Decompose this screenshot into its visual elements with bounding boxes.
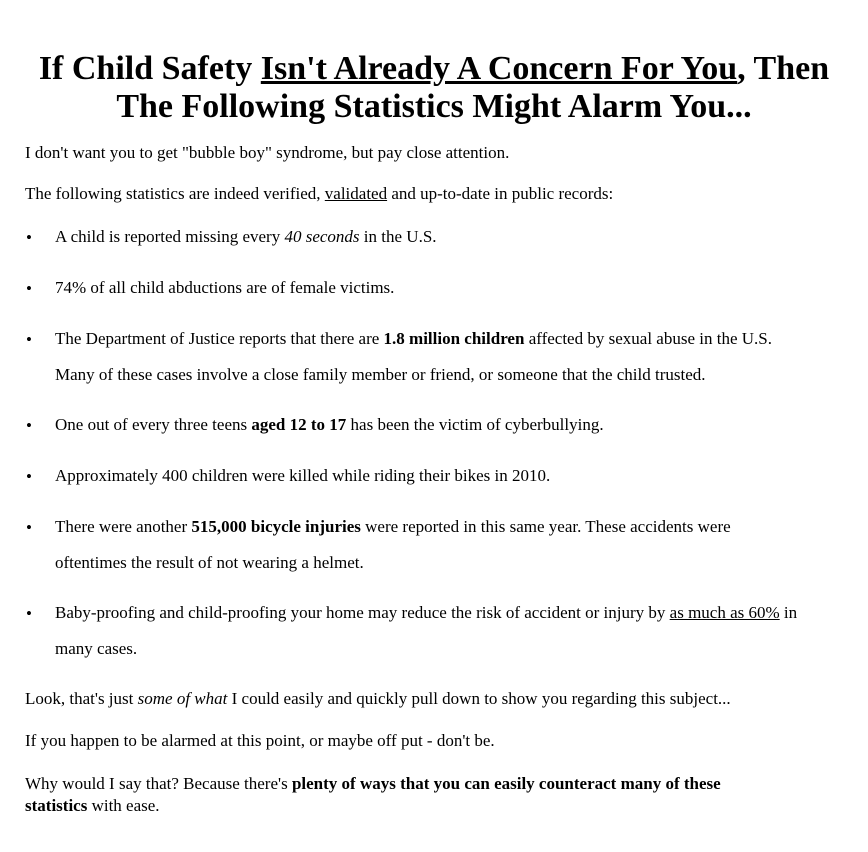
title-line-2: The Following Statistics Might Alarm You... xyxy=(116,88,752,125)
bullet-icon: • xyxy=(26,604,32,623)
title-text: If Child Safety xyxy=(38,50,261,87)
list-item-abuse xyxy=(55,321,772,393)
bullet-icon: • xyxy=(26,228,32,247)
list-text: One out of every three teens xyxy=(55,415,252,434)
bullet-icon: • xyxy=(26,518,32,537)
validated-link[interactable]: validated xyxy=(324,184,388,203)
title-underlined-text: Isn't Already A Concern For You xyxy=(260,50,738,87)
list-item-babyproofing xyxy=(55,595,797,667)
paragraph-italic-text: some of what xyxy=(137,689,228,708)
list-italic-text: 40 seconds xyxy=(284,227,360,246)
list-item-line: Many of these cases involve a close family member or friend, or someone that the child trusted. xyxy=(55,365,706,384)
outro-paragraph-2: If you happen to be alarmed at this point, or maybe off put - don't be. xyxy=(25,731,495,750)
title-text: , Then xyxy=(737,50,830,87)
bullet-icon: • xyxy=(26,330,32,349)
list-bold-text: aged 12 to 17 xyxy=(251,415,347,434)
paragraph-line xyxy=(25,773,721,795)
list-item-line xyxy=(55,321,772,357)
list-item-line: oftentimes the result of not wearing a helmet. xyxy=(55,553,364,572)
paragraph-line xyxy=(25,795,721,817)
list-text: were reported in this same year. These accidents were xyxy=(360,517,731,536)
list-item-abductions: 74% of all child abductions are of female victims. xyxy=(55,278,395,297)
paragraph-text: Why would I say that? Because there's xyxy=(25,774,292,793)
list-text: in the U.S. xyxy=(359,227,437,246)
list-text: in xyxy=(779,603,798,622)
list-text: affected by sexual abuse in the U.S. xyxy=(524,329,772,348)
paragraph-text: The following statistics are indeed verified, xyxy=(25,184,325,203)
intro-paragraph-2 xyxy=(25,183,613,205)
paragraph-bold-text: plenty of ways that you can easily counteract many of these xyxy=(291,774,721,793)
outro-paragraph-1 xyxy=(25,688,731,710)
title-line-1 xyxy=(0,50,868,88)
list-item-missing-child xyxy=(55,219,437,255)
as-much-as-60-link[interactable]: as much as 60% xyxy=(669,603,780,622)
list-text: The Department of Justice reports that there are xyxy=(55,329,384,348)
intro-paragraph-1: I don't want you to get "bubble boy" syndrome, but pay close attention. xyxy=(25,143,510,162)
paragraph-text: with ease. xyxy=(87,796,160,815)
list-item-bike-deaths: Approximately 400 children were killed while riding their bikes in 2010. xyxy=(55,466,551,485)
outro-paragraph-3 xyxy=(25,773,721,817)
list-item-bike-injuries xyxy=(55,509,731,581)
paragraph-bold-text: statistics xyxy=(25,796,88,815)
bullet-icon: • xyxy=(26,467,32,486)
paragraph-text: I could easily and quickly pull down to show you regarding this subject... xyxy=(227,689,731,708)
bullet-icon: • xyxy=(26,279,32,298)
list-text: has been the victim of cyberbullying. xyxy=(346,415,604,434)
list-item-line xyxy=(55,509,731,545)
paragraph-text: Look, that's just xyxy=(25,689,138,708)
bullet-icon: • xyxy=(26,416,32,435)
paragraph-text: and up-to-date in public records: xyxy=(387,184,614,203)
list-text: Baby-proofing and child-proofing your home may reduce the risk of accident or injury by xyxy=(55,603,670,622)
list-text: There were another xyxy=(55,517,192,536)
page-title xyxy=(0,50,868,126)
list-bold-text: 515,000 bicycle injuries xyxy=(191,517,361,536)
list-item-line xyxy=(55,595,797,631)
list-text: A child is reported missing every xyxy=(55,227,285,246)
list-item-cyberbullying xyxy=(55,407,604,443)
list-item-line: many cases. xyxy=(55,639,138,658)
list-bold-text: 1.8 million children xyxy=(383,329,525,348)
